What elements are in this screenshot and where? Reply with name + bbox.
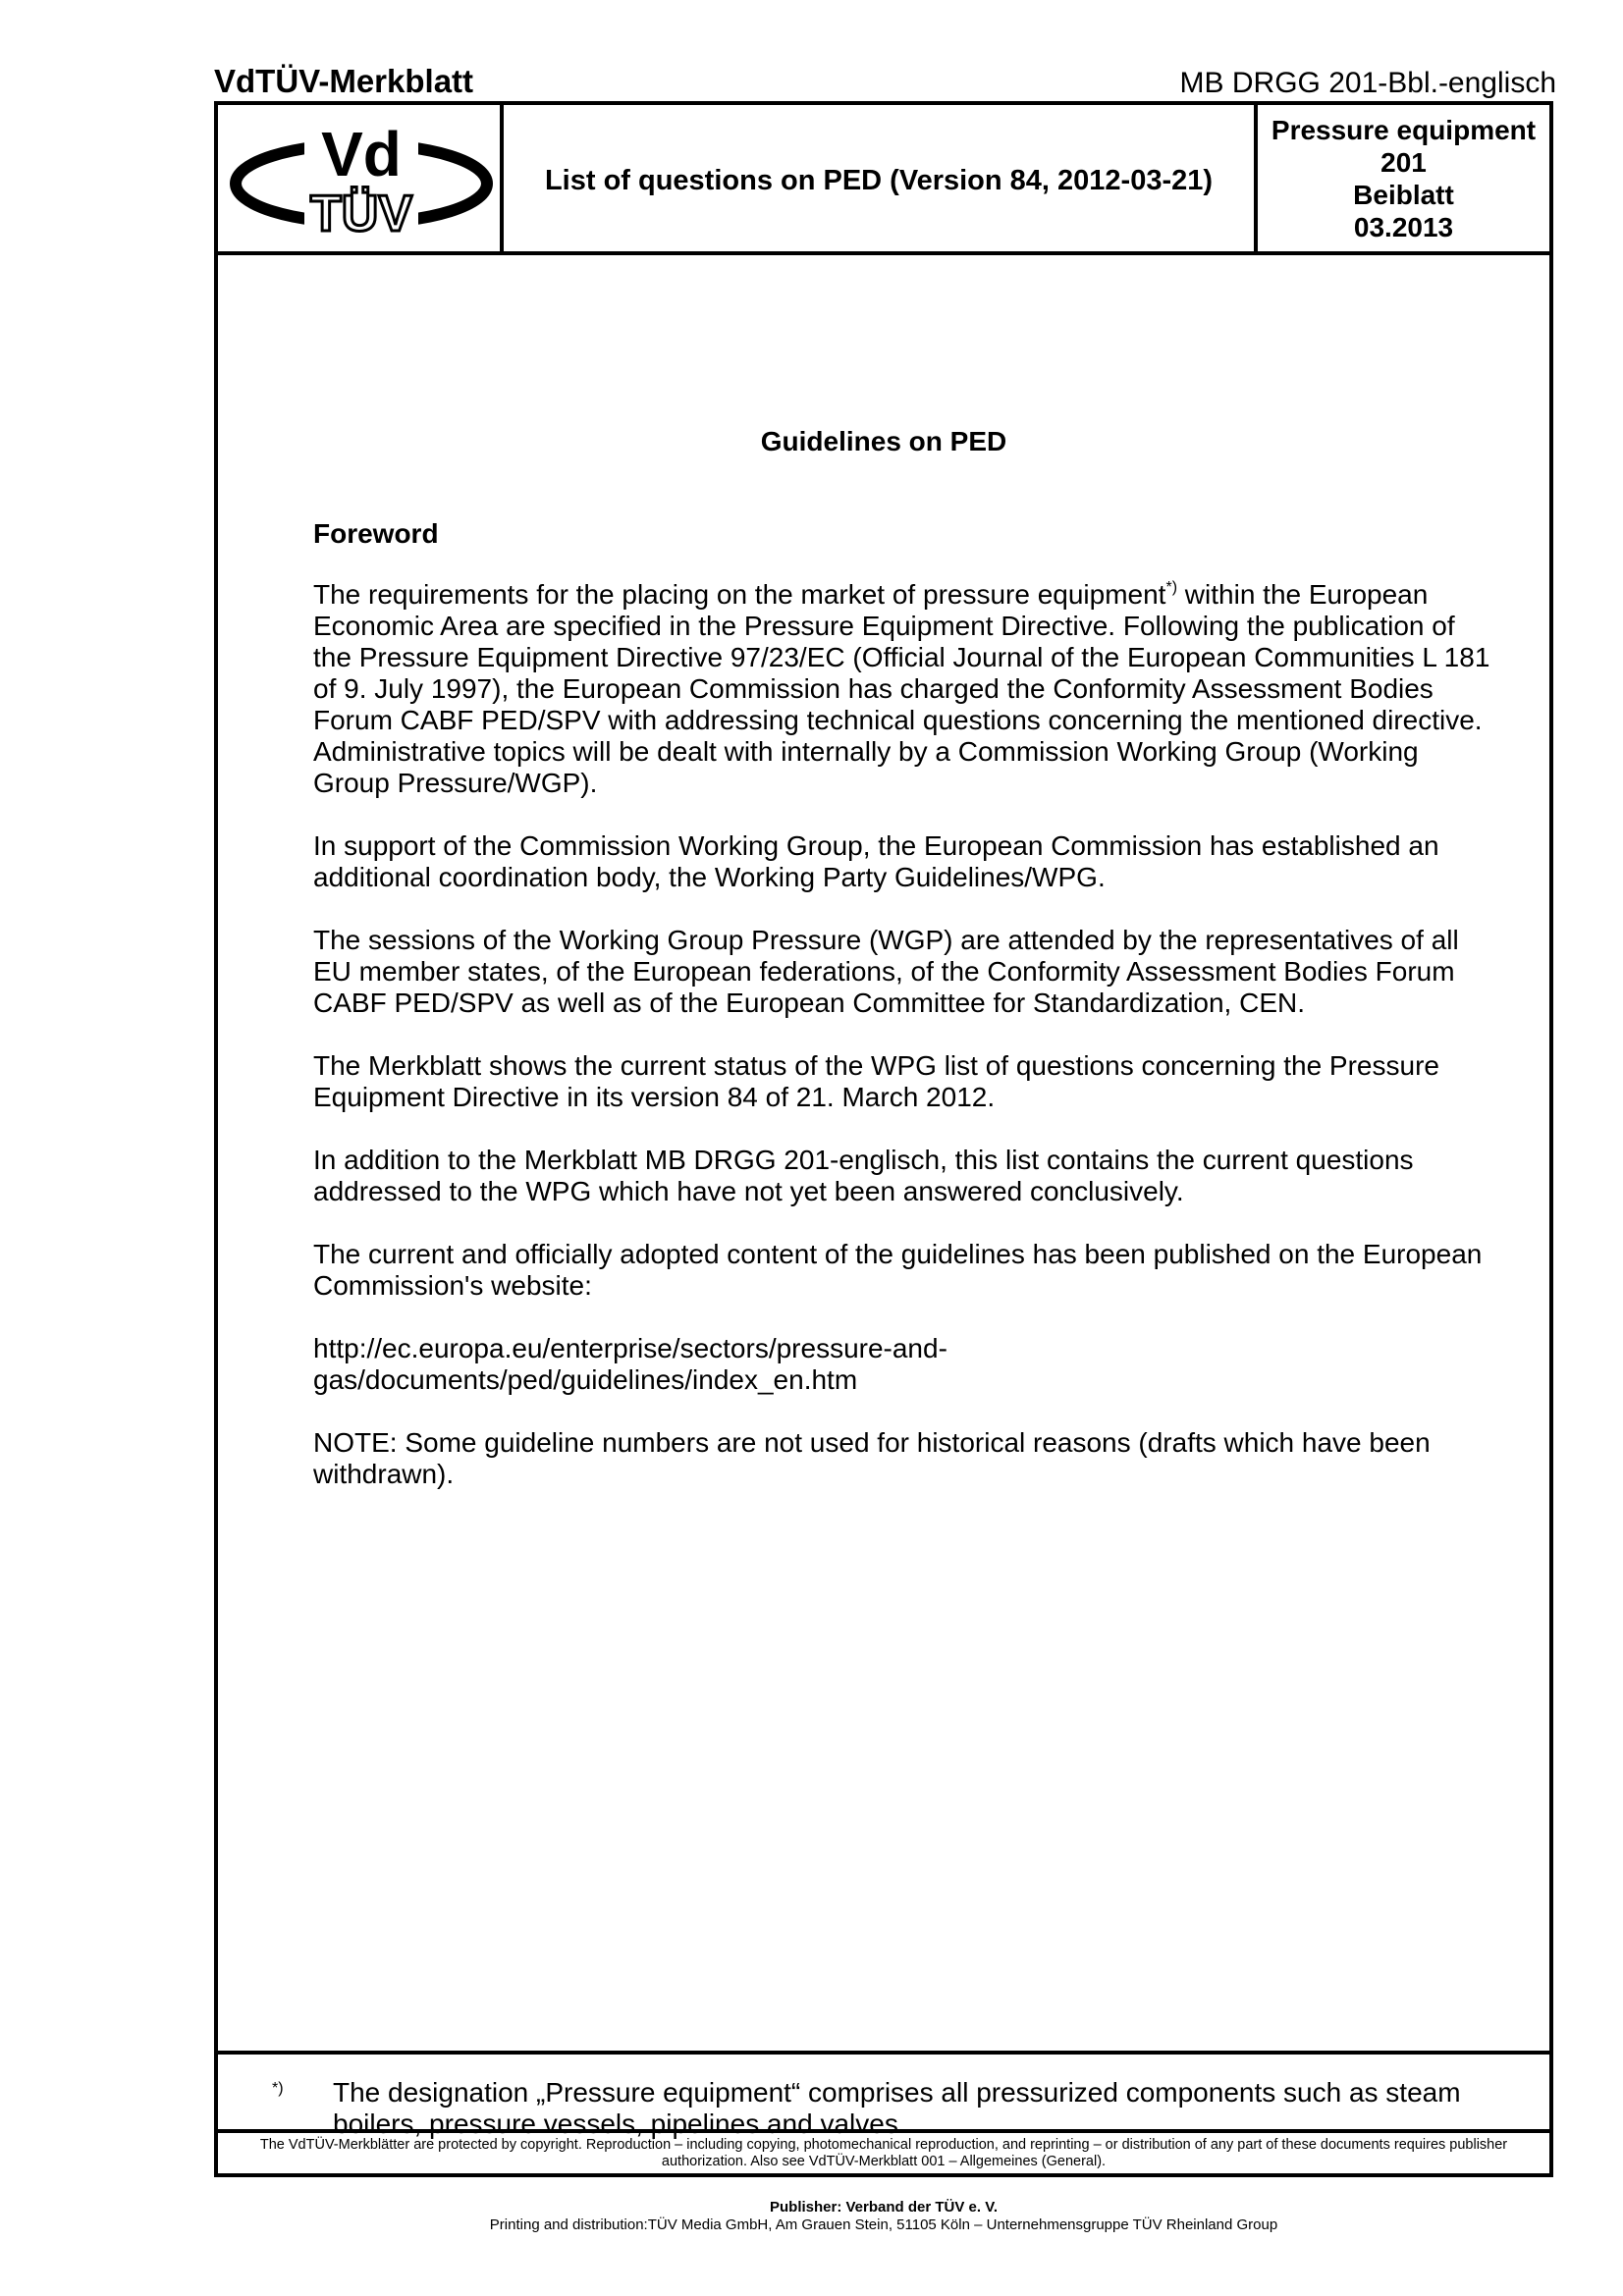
vdtuv-logo (228, 115, 495, 242)
paragraph (313, 579, 1491, 799)
publication-series-title: VdTÜV-Merkblatt (214, 63, 474, 99)
printing-line: Printing and distribution:TÜV Media GmbH, Am Grauen Stein, 51105 Köln – Unternehmensgruppe TÜV Rheinland Group (489, 2216, 1278, 2233)
logo-cell (218, 105, 504, 251)
header-table (218, 105, 1549, 255)
footnote-reference: *) (1165, 579, 1178, 596)
paragraph: In support of the Commission Working Group, the European Commission has established an additional coordination body, the Working Party Guidelines/WPG. (313, 830, 1439, 892)
paragraph: In addition to the Merkblatt MB DRGG 201-englisch, this list contains the current questions addressed to the WPG which have not yet been answered conclusively. (313, 1145, 1414, 1206)
logo-text-tuv: TÜV (310, 186, 412, 242)
document-title: List of questions on PED (Version 84, 2012-03-21) (544, 165, 1214, 196)
content-heading: Guidelines on PED (760, 426, 1007, 456)
footnote-marker: *) (272, 2080, 284, 2097)
content-area (218, 255, 1549, 2139)
paragraph: The sessions of the Working Group Pressure (WGP) are attended by the representatives of all EU member states, of the European federations, of the Conformity Assessment Bodies Forum CABF PED/SPV as well as of the European Committee for Standardization, CEN. (313, 925, 1459, 1018)
document-title-cell (504, 105, 1258, 251)
meta-date: 03.2013 (1353, 211, 1454, 242)
blank-row (218, 2051, 1549, 2133)
guidelines-url: http://ec.europa.eu/enterprise/sectors/pressure-and-gas/documents/ped/guidelines/index_en.htm (313, 1333, 947, 1395)
publisher-line: Publisher: Verband der TÜV e. V. (769, 2199, 999, 2216)
copyright-notice: The VdTÜV-Merkblätter are protected by copyright. Reproduction – including copying, photomechanical reproduction, and reprinting – or distribution of any part of these documents requires publisher authorization. Also see VdTÜV-Merkblatt 001 – Allgemeines (General). (259, 2137, 1508, 2169)
meta-number: 201 (1380, 146, 1427, 178)
paragraph-1-rest: within the European Economic Area are specified in the Pressure Equipment Directive. Following the publication of the Pressure Equipment Directive 97/23/EC (Official Journal of the European Communities L 181 of 9. July 1997), the European Commission has charged the Conformity Assessment Bodies Forum CABF PED/SPV with addressing technical questions concerning the mentioned directive. Administrative topics will be dealt with internally by a Commission Working Group (Working Group Pressure/WGP). (313, 579, 1490, 798)
meta-supplement: Beiblatt (1353, 179, 1454, 210)
document-meta-cell (1258, 105, 1549, 251)
note-paragraph: NOTE: Some guideline numbers are not used for historical reasons (drafts which have been withdrawn). (313, 1427, 1431, 1489)
paragraph: The Merkblatt shows the current status of the WPG list of questions concerning the Pressure Equipment Directive in its version 84 of 21. March 2012. (313, 1050, 1439, 1112)
foreword-title: Foreword (313, 518, 439, 549)
document-code: MB DRGG 201-Bbl.-englisch (1179, 67, 1556, 99)
paragraph: The current and officially adopted content of the guidelines has been published on the European Commission's website: (313, 1239, 1483, 1301)
logo-text-vd: Vd (321, 119, 402, 189)
publisher-block (214, 2199, 1553, 2234)
footnote-text: The designation „Pressure equipment“ comprises all pressurized components such as steam boilers, pressure vessels, pipelines and valves. (333, 2077, 1461, 2139)
body-text (313, 518, 1491, 1522)
meta-category: Pressure equipment (1271, 114, 1537, 145)
document-frame (214, 101, 1553, 2177)
paragraph-1-start: The requirements for the placing on the market of pressure equipment (313, 579, 1166, 610)
